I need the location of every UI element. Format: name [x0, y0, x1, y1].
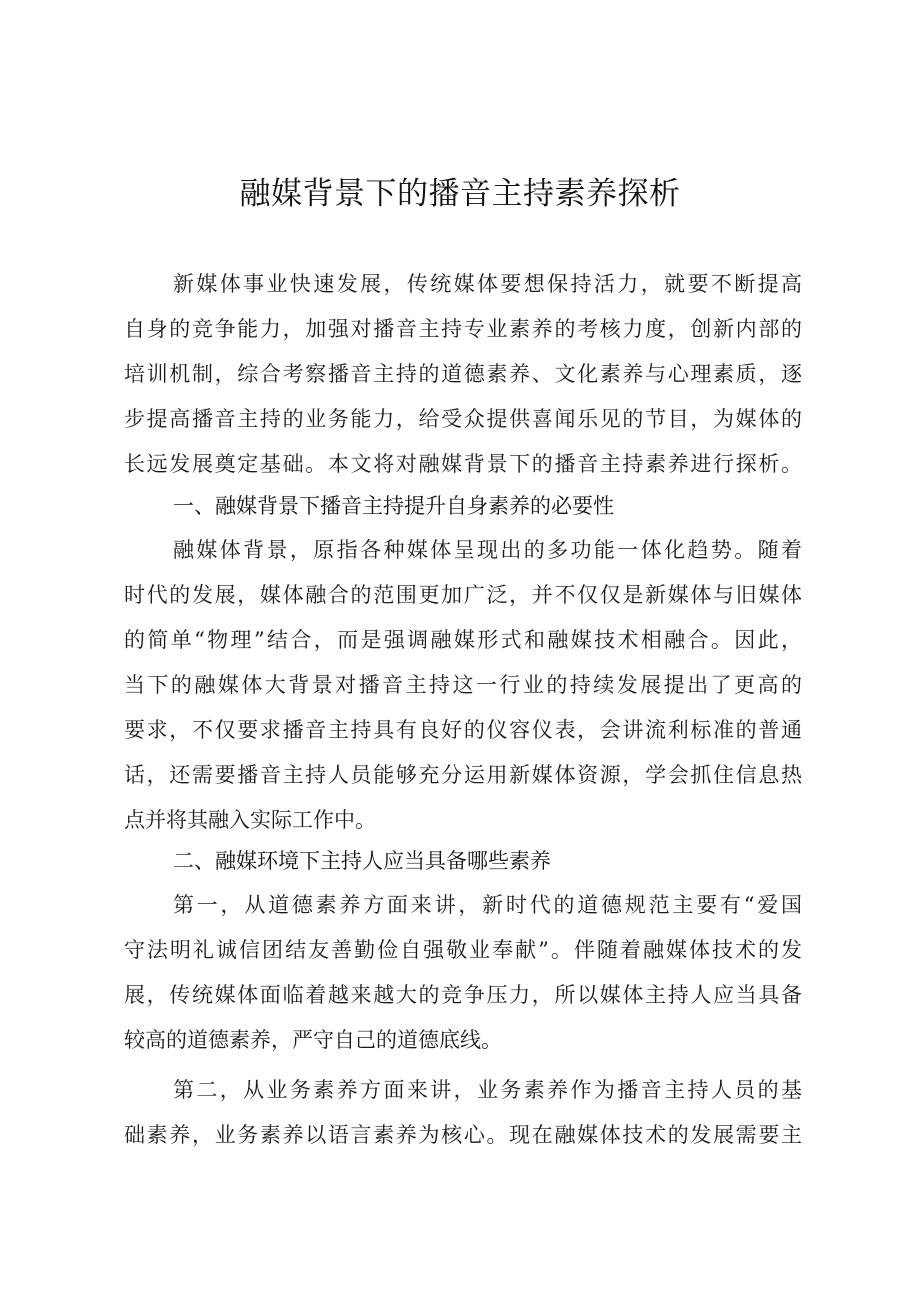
section2-heading: 二、融媒环境下主持人应当具备哪些素养 — [173, 849, 551, 873]
section1-heading: 一、融媒背景下播音主持提升自身素养的必要性 — [173, 494, 614, 518]
intro-line-2: 自身的竞争能力，加强对播音主持专业素养的考核力度，创新内部的 — [124, 317, 802, 341]
intro-line-4: 步提高播音主持的业务能力，给受众提供喜闻乐见的节目，为媒体的 — [124, 407, 802, 431]
intro-line-3: 培训机制，综合考察播音主持的道德素养、文化素养与心理素质，逐 — [124, 362, 802, 386]
section2-para1-line-4: 较高的道德素养，严守自己的道德底线。 — [124, 1028, 502, 1052]
section2-para2-line-1: 第二，从业务素养方面来讲，业务素养作为播音主持人员的基 — [173, 1078, 802, 1102]
intro-line-1: 新媒体事业快速发展，传统媒体要想保持活力，就要不断提高 — [173, 272, 802, 296]
section2-para1-line-2: 守法明礼诚信团结友善勤俭自强敬业奉献”。伴随着融媒体技术的发 — [124, 938, 802, 962]
intro-line-5: 长远发展奠定基础。本文将对融媒背景下的播音主持素养进行探析。 — [124, 452, 802, 476]
section1-line-6: 话，还需要播音主持人员能够充分运用新媒体资源，学会抓住信息热 — [124, 763, 802, 787]
section1-line-5: 要求，不仅要求播音主持具有良好的仪容仪表，会讲流利标准的普通 — [124, 718, 802, 742]
section1-line-3: 的简单“物理”结合，而是强调融媒形式和融媒技术相融合。因此， — [124, 628, 802, 652]
document-title: 融媒背景下的播音主持素养探析 — [239, 176, 681, 212]
section1-line-7: 点并将其融入实际工作中。 — [124, 808, 376, 832]
section2-para1-line-3: 展，传统媒体面临着越来越大的竞争压力，所以媒体主持人应当具备 — [124, 983, 802, 1007]
section1-line-4: 当下的融媒体大背景对播音主持这一行业的持续发展提出了更高的 — [124, 673, 802, 697]
section2-para1-line-1: 第一，从道德素养方面来讲，新时代的道德规范主要有“爱国 — [173, 893, 802, 917]
section2-para2-line-2: 础素养，业务素养以语言素养为核心。现在融媒体技术的发展需要主 — [124, 1123, 802, 1147]
section1-line-1: 融媒体背景，原指各种媒体呈现出的多功能一体化趋势。随着 — [173, 538, 802, 562]
section1-line-2: 时代的发展，媒体融合的范围更加广泛，并不仅仅是新媒体与旧媒体 — [124, 583, 802, 607]
